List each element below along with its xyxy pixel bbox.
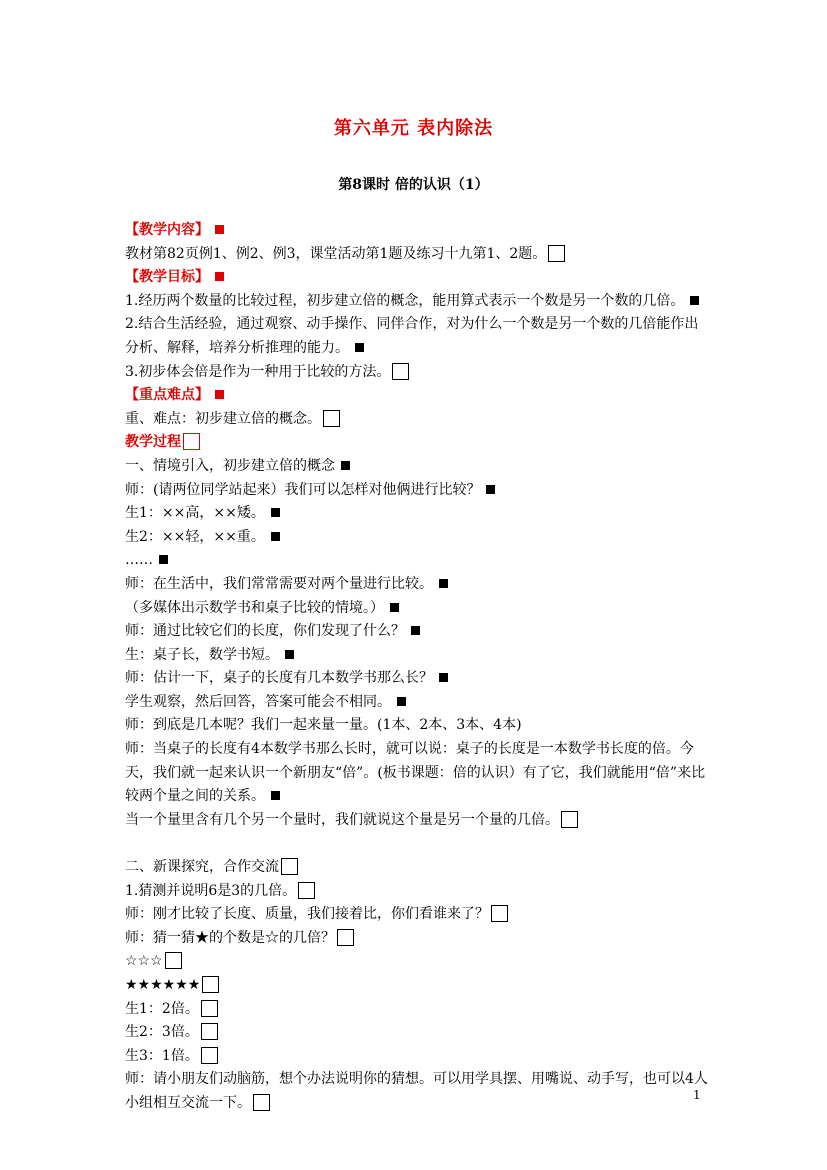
key-heading-line [125, 384, 710, 408]
checkbox-icon [491, 905, 508, 922]
key-text-line [125, 408, 710, 432]
checkbox-icon [201, 1000, 218, 1017]
checkbox-icon [202, 976, 219, 993]
page-number: 1 [693, 1088, 701, 1102]
process-text: 师：通过比较它们的长度，你们发现了什么？ [125, 623, 405, 640]
marker-icon [690, 296, 699, 305]
marker-icon [390, 603, 399, 612]
process-line [125, 455, 710, 479]
content-heading: 【教学内容】 [125, 222, 209, 238]
marker-icon [411, 626, 420, 635]
process-text: 师：当桌子的长度有4本数学书那么长时，就可以说：桌子的长度是一本数学书长度的倍。今天，我们就一起来认识一个新朋友“倍”。(板书课题：倍的认识）有了它，我们就能用“倍”来比较两个量之间的关系。 [125, 741, 706, 805]
process-line [125, 573, 710, 597]
process-line [125, 620, 710, 644]
marker-icon [439, 579, 448, 588]
red-marker-icon [215, 225, 224, 234]
process-text: 生1：××高，××矮。 [125, 505, 265, 522]
solid-stars: ★★★★★★ [125, 977, 201, 993]
goal-1: 1.经历两个数量的比较过程，初步建立倍的概念，能用算式表示一个数是另一个数的几倍。 [125, 292, 685, 309]
checkbox-icon [337, 929, 354, 946]
marker-icon [355, 343, 364, 352]
process-heading-line [125, 431, 710, 455]
process-text: 师：到底是几本呢？我们一起来量一量。(1本、2本、3本、4本) [125, 717, 522, 734]
process-text: …… [125, 552, 153, 569]
checkbox-icon [253, 1094, 270, 1111]
process-text: 1.猜测并说明6是3的几倍。 [125, 882, 297, 899]
goal-2: 2.结合生活经验，通过观察、动手操作、同伴合作，对为什么一个数是另一个数的几倍能作出分析、解释，培养分析推理的能力。 [125, 316, 699, 356]
process-line [125, 738, 710, 809]
process-text: 二、新课探究，合作交流 [125, 859, 279, 876]
process-text: 师：估计一下，桌子的长度有几本数学书那么长？ [125, 670, 433, 687]
goal-1-line [125, 290, 710, 314]
process-text: 学生观察，然后回答，答案可能会不相同。 [125, 693, 391, 710]
goal-2-line [125, 313, 710, 360]
process-line [125, 880, 710, 904]
content-heading-line [125, 219, 710, 243]
content-text-line [125, 243, 710, 267]
checkbox-icon [298, 882, 315, 899]
process-text: 师：请小朋友们动脑筋，想个办法说明你的猜想。可以用学具摆、用嘴说、动手写，也可以4人小组相互交流一下。 [125, 1071, 708, 1111]
process-line [125, 1068, 710, 1115]
process-line [125, 1045, 710, 1069]
process-text: 当一个量里含有几个另一个量时，我们就说这个量是另一个量的几倍。 [125, 811, 559, 828]
process-line [125, 974, 710, 998]
unit-title: 第六单元 表内除法 [333, 118, 494, 139]
marker-icon [159, 555, 168, 564]
marker-icon [341, 461, 350, 470]
checkbox-icon [201, 1023, 218, 1040]
process-line [125, 526, 710, 550]
marker-icon [486, 485, 495, 494]
marker-icon [439, 673, 448, 682]
process-line [125, 903, 710, 927]
process-heading: 教学过程 [125, 434, 181, 451]
process-line [125, 597, 710, 621]
process-text: 一、情境引入，初步建立倍的概念 [125, 457, 335, 474]
goals-heading-line [125, 266, 710, 290]
lesson-subtitle: 第8课时 倍的认识（1） [338, 177, 489, 193]
process-line [125, 479, 710, 503]
process-text: 生：桌子长，数学书短。 [125, 646, 279, 663]
process-line [125, 856, 710, 880]
process-line [125, 714, 710, 738]
checkbox-icon [392, 363, 409, 380]
checkbox-icon [165, 952, 182, 969]
process-text: 生2：3倍。 [125, 1024, 199, 1041]
process-text: 生2：××轻，××重。 [125, 528, 265, 545]
marker-icon [397, 697, 406, 706]
checkbox-icon [561, 811, 578, 828]
key-heading: 【重点难点】 [125, 387, 209, 404]
red-checkbox-icon [183, 433, 200, 450]
spacer [125, 832, 710, 856]
document-body [125, 219, 710, 1116]
process-text: 师：(请两位同学站起来）我们可以怎样对他俩进行比较？ [125, 481, 481, 498]
key-text: 重、难点：初步建立倍的概念。 [125, 410, 321, 427]
process-text: 师：猜一猜★的个数是☆的几倍？ [125, 929, 335, 946]
checkbox-icon [548, 245, 565, 262]
goals-heading: 【教学目标】 [125, 269, 209, 286]
content-text: 教材第82页例1、例2、例3，课堂活动第1题及练习十九第1、2题。 [125, 245, 547, 262]
process-line [125, 927, 710, 951]
marker-icon [285, 650, 294, 659]
process-text: 师：在生活中，我们常常需要对两个量进行比较。 [125, 575, 433, 592]
red-marker-icon [215, 390, 224, 399]
goal-3-line [125, 361, 710, 385]
process-text: 师：刚才比较了长度、质量，我们接着比，你们看谁来了？ [125, 906, 489, 923]
checkbox-icon [281, 858, 298, 875]
marker-icon [271, 532, 280, 541]
checkbox-icon [323, 410, 340, 427]
marker-icon [271, 508, 280, 517]
process-line [125, 549, 710, 573]
process-line [125, 667, 710, 691]
process-text: （多媒体出示数学书和桌子比较的情境。） [125, 599, 384, 616]
process-line [125, 1021, 710, 1045]
process-line [125, 998, 710, 1022]
red-marker-icon [215, 272, 224, 281]
marker-icon [271, 791, 280, 800]
checkbox-icon [201, 1047, 218, 1064]
process-line [125, 644, 710, 668]
process-line [125, 950, 710, 974]
process-line [125, 502, 710, 526]
process-line [125, 691, 710, 715]
hollow-stars: ☆☆☆ [125, 953, 163, 970]
process-text: 生1：2倍。 [125, 1000, 199, 1017]
goal-3: 3.初步体会倍是作为一种用于比较的方法。 [125, 363, 391, 380]
process-text: 生3：1倍。 [125, 1047, 199, 1064]
process-line [125, 809, 710, 833]
